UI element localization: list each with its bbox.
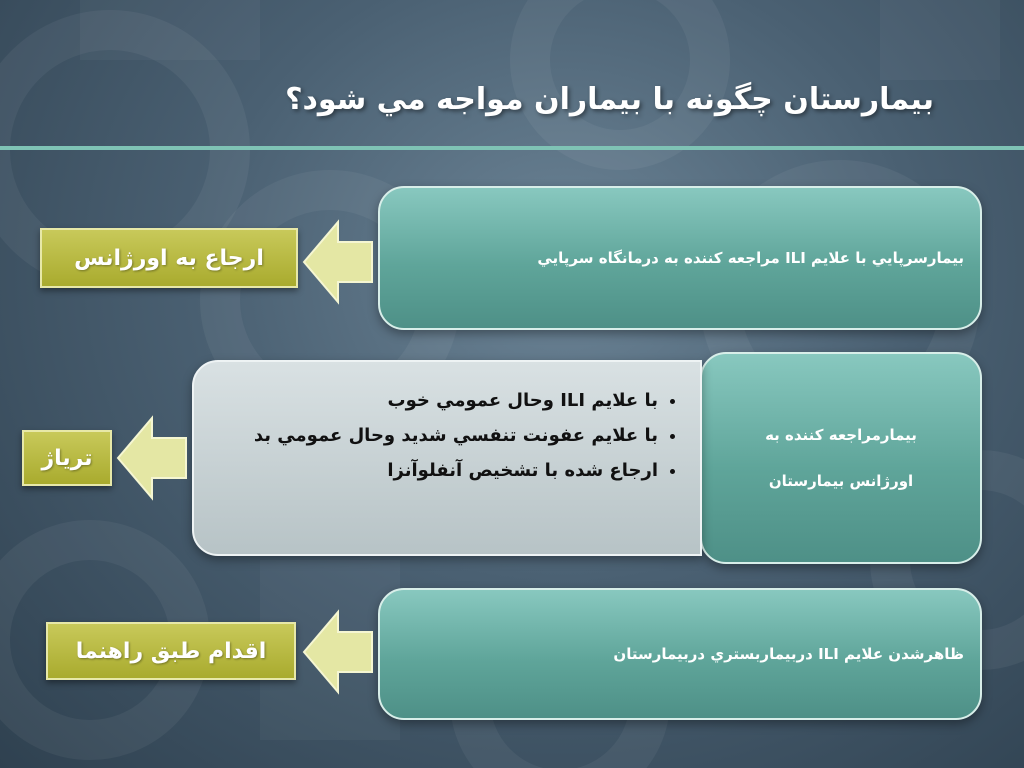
arrow-left-icon (302, 608, 374, 696)
triage-criteria-list (204, 390, 676, 481)
inpatient-box-text: ظاهرشدن علايم ILI دربيماربستري دربيمارستان (613, 645, 964, 663)
arrow-left-icon (302, 218, 374, 306)
emergency-patient-box (700, 352, 982, 564)
list-item: • با علايم ILI وحال عمومي خوب (204, 390, 658, 411)
triage-criteria-box (192, 360, 702, 556)
list-item: • با علايم عفونت تنفسي شديد وحال عمومي بد (204, 425, 658, 446)
arrow-left-icon (116, 414, 188, 502)
emergency-box-line-1: بيمارمراجعه كننده به (765, 426, 917, 444)
page-title: بيمارستان چگونه با بيماران مواجه مي شود؟ (285, 82, 934, 117)
refer-emergency-label: ارجاع به اورژانس (40, 228, 298, 288)
emergency-box-line-2: اورژانس بيمارستان (768, 472, 914, 490)
inpatient-box (378, 588, 982, 720)
title-divider (0, 146, 1024, 150)
follow-guideline-label: اقدام طبق راهنما (46, 622, 296, 680)
outpatient-box-text: بيمارسرپايي با علايم ILI مراجعه كننده به درمانگاه سرپايي (537, 249, 964, 267)
list-item: • ارجاع شده با تشخيص آنفلوآنزا (204, 460, 658, 481)
outpatient-box (378, 186, 982, 330)
triage-label: ترياژ (22, 430, 112, 486)
